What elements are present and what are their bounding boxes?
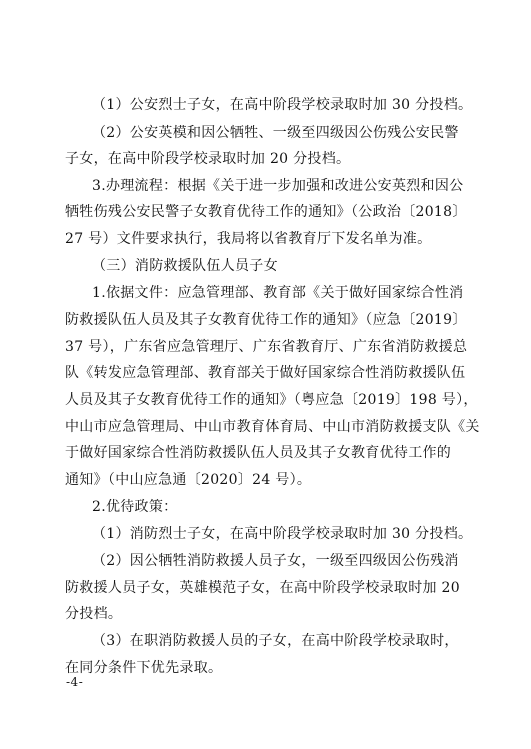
paragraph-line: 防救援队伍人员及其子女教育优待工作的通知》（应急〔2019〕 — [65, 312, 467, 328]
paragraph-line: 牺牲伤残公安民警子女教育优待工作的通知》（公政治〔2018〕 — [65, 204, 467, 220]
paragraph-line: 防救援人员子女，英雄模范子女，在高中阶段学校录取时加 20 — [65, 580, 460, 596]
page-number: -4- — [66, 675, 84, 689]
paragraph-line: 37 号），广东省应急管理厅、广东省教育厅、广东省消防救援总 — [65, 339, 468, 355]
paragraph-line: 于做好国家综合性消防救援队伍人员及其子女教育优待工作的 — [65, 445, 452, 461]
paragraph-line: 27 号）文件要求执行，我局将以省教育厅下发名单为准。 — [65, 231, 432, 247]
paragraph-line: （1）消防烈士子女，在高中阶段学校录取时加 30 分投档。 — [92, 526, 473, 542]
paragraph-line: 在同分条件下优先录取。 — [65, 660, 223, 676]
paragraph-line: 子女，在高中阶段学校录取时加 20 分投档。 — [65, 151, 351, 167]
paragraph-line: （2）因公牺牲消防救援人员子女，一级至四级因公伤残消 — [92, 553, 459, 569]
paragraph-line: 3.办理流程：根据《关于进一步加强和改进公安英烈和因公 — [92, 178, 464, 194]
paragraph-line: （2）公安英模和因公牺牲、一级至四级因公伤残公安民警 — [92, 125, 459, 141]
paragraph-line: （3）在职消防救援人员的子女，在高中阶段学校录取时， — [92, 633, 459, 649]
paragraph-line: （1）公安烈士子女，在高中阶段学校录取时加 30 分投档。 — [92, 97, 473, 113]
paragraph-line: 队《转发应急管理部、教育部关于做好国家综合性消防救援队伍 — [65, 365, 466, 381]
paragraph-line: 分投档。 — [65, 606, 123, 622]
paragraph-line: 人员及其子女教育优待工作的通知》（粤应急〔2019〕198 号）， — [65, 392, 478, 408]
paragraph-line: 2.优待政策： — [92, 499, 178, 515]
section-heading: （三）消防救援队伍人员子女 — [92, 258, 278, 274]
paragraph-line: 中山市应急管理局、中山市教育体育局、中山市消防救援支队《关 — [65, 419, 480, 435]
paragraph-line: 通知》（中山应急通〔2020〕24 号）。 — [65, 472, 312, 488]
paragraph-line: 1.依据文件：应急管理部、教育部《关于做好国家综合性消 — [92, 285, 464, 301]
